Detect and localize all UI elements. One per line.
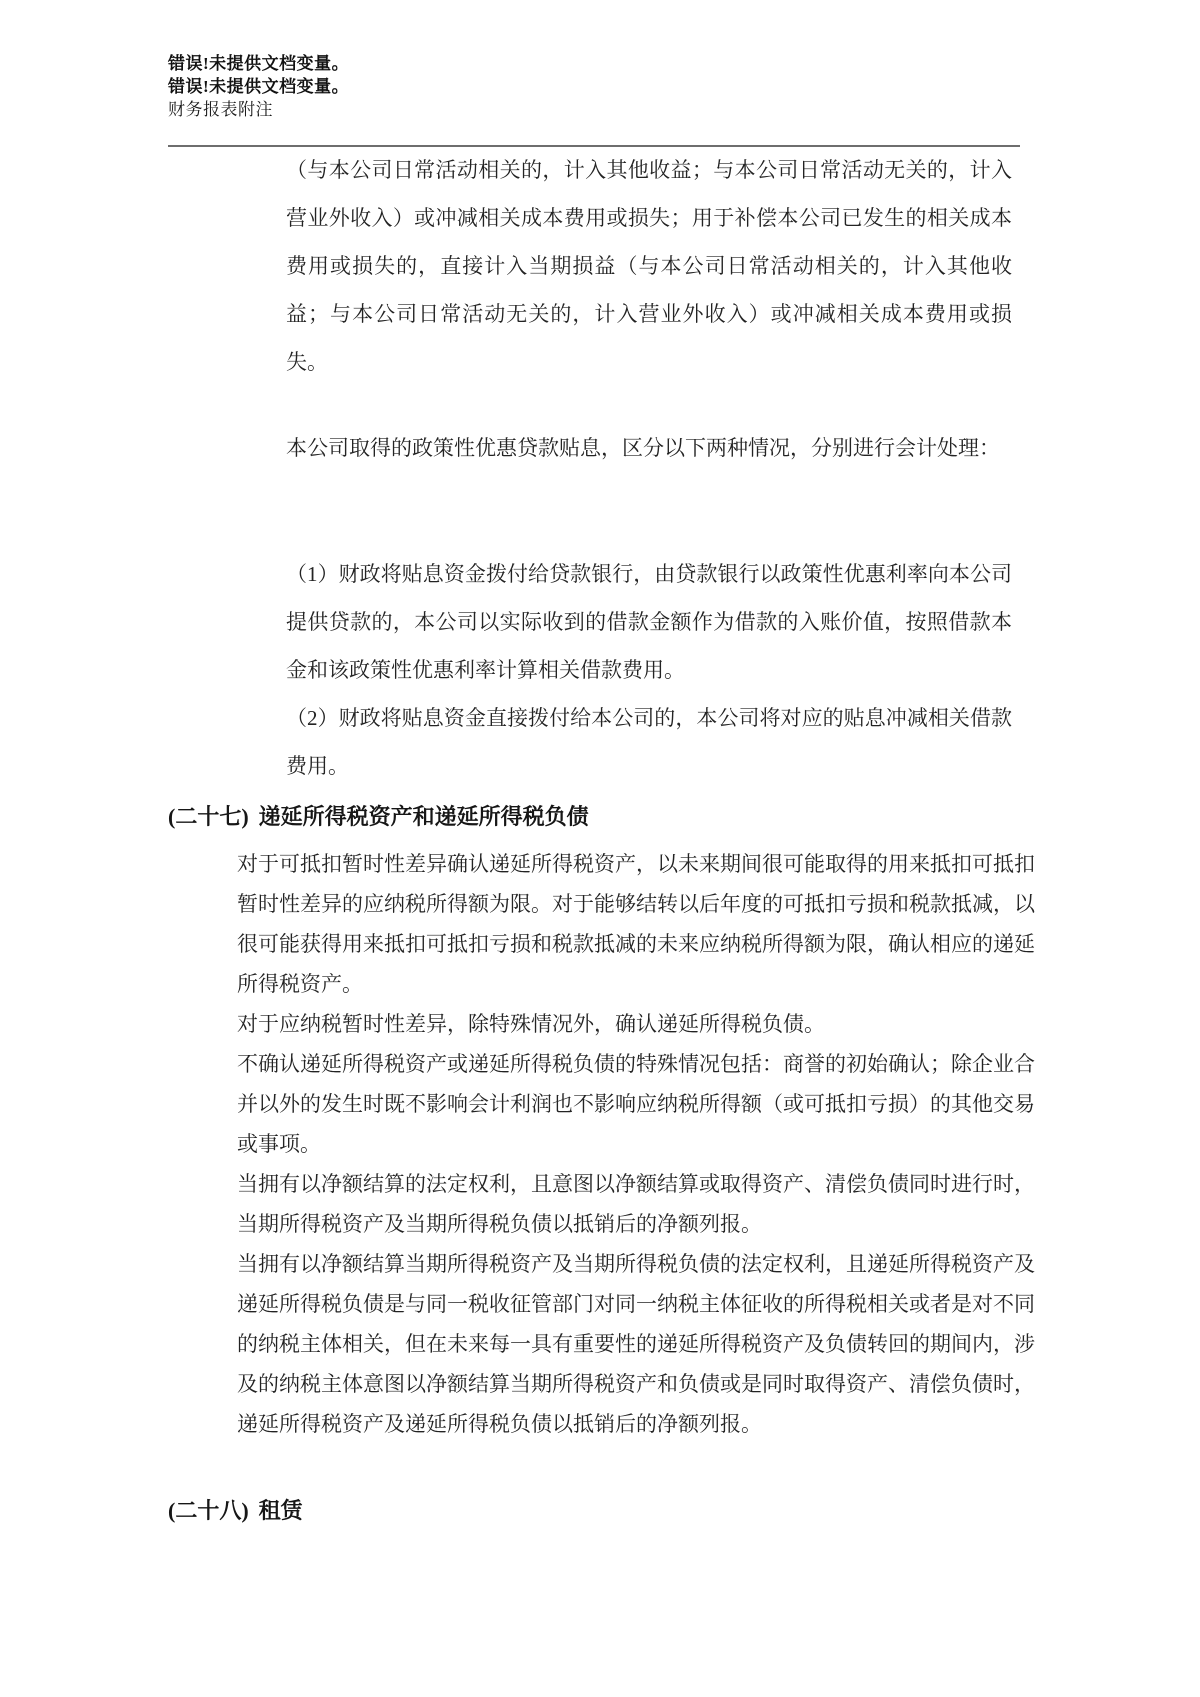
intro-paragraph-2: 本公司取得的政策性优惠贷款贴息，区分以下两种情况，分别进行会计处理： [286,436,1000,460]
page-header [168,52,1020,121]
section-27-heading [168,800,589,831]
section-28-title: 租赁 [258,1498,303,1523]
section-28-number: (二十八) [168,1498,249,1523]
doc-variable-error-line-1: 错误!未提供文档变量。 [168,54,350,73]
section-27-paragraph-2: 对于应纳税暂时性差异，除特殊情况外，确认递延所得税负债。 [237,1012,825,1036]
section-27-paragraph-3: 不确认递延所得税资产或递延所得税负债的特殊情况包括：商誉的初始确认；除企业合并以外的发生时既不影响会计利润也不影响应纳税所得额（或可抵扣亏损）的其他交易或事项。 [237,1052,1035,1156]
doc-variable-error-line-2: 错误!未提供文档变量。 [168,77,350,96]
intro-paragraph-1: （与本公司日常活动相关的，计入其他收益；与本公司日常活动无关的，计入营业外收入）或冲减相关成本费用或损失；用于补偿本公司已发生的相关成本费用或损失的，直接计入当期损益（与本公司日常活动相关的，计入其他收益；与本公司日常活动无关的，计入营业外收入）或冲减相关成本费用或损失。 [286,158,1012,374]
section-27-paragraph-5: 当拥有以净额结算当期所得税资产及当期所得税负债的法定权利，且递延所得税资产及递延所得税负债是与同一税收征管部门对同一纳税主体征收的所得税相关或者是对不同的纳税主体相关，但在未来每一具有重要性的递延所得税资产及负债转回的期间内，涉及的纳税主体意图以净额结算当期所得税资产和负债或是同时取得资产、清偿负债时，递延所得税资产及递延所得税负债以抵销后的净额列报。 [237,1252,1035,1436]
section-27-paragraph-1: 对于可抵扣暂时性差异确认递延所得税资产，以未来期间很可能取得的用来抵扣可抵扣暂时性差异的应纳税所得额为限。对于能够结转以后年度的可抵扣亏损和税款抵减，以很可能获得用来抵扣可抵扣亏损和税款抵减的未来应纳税所得额为限，确认相应的递延所得税资产。 [237,852,1035,996]
section-27-body [237,844,1035,1444]
section-28-heading [168,1494,303,1525]
intro-paragraph-3: （1）财政将贴息资金拨付给贷款银行，由贷款银行以政策性优惠利率向本公司提供贷款的，本公司以实际收到的借款金额作为借款的入账价值，按照借款本金和该政策性优惠利率计算相关借款费用。 [286,562,1012,682]
doc-subtitle: 财务报表附注 [168,100,273,119]
intro-paragraph-4: （2）财政将贴息资金直接拨付给本公司的，本公司将对应的贴息冲减相关借款费用。 [286,706,1012,778]
section-27-number: (二十七) [168,804,249,829]
section-27-title: 递延所得税资产和递延所得税负债 [258,804,589,829]
section-27-paragraph-4: 当拥有以净额结算的法定权利，且意图以净额结算或取得资产、清偿负债同时进行时，当期所得税资产及当期所得税负债以抵销后的净额列报。 [237,1172,1035,1236]
